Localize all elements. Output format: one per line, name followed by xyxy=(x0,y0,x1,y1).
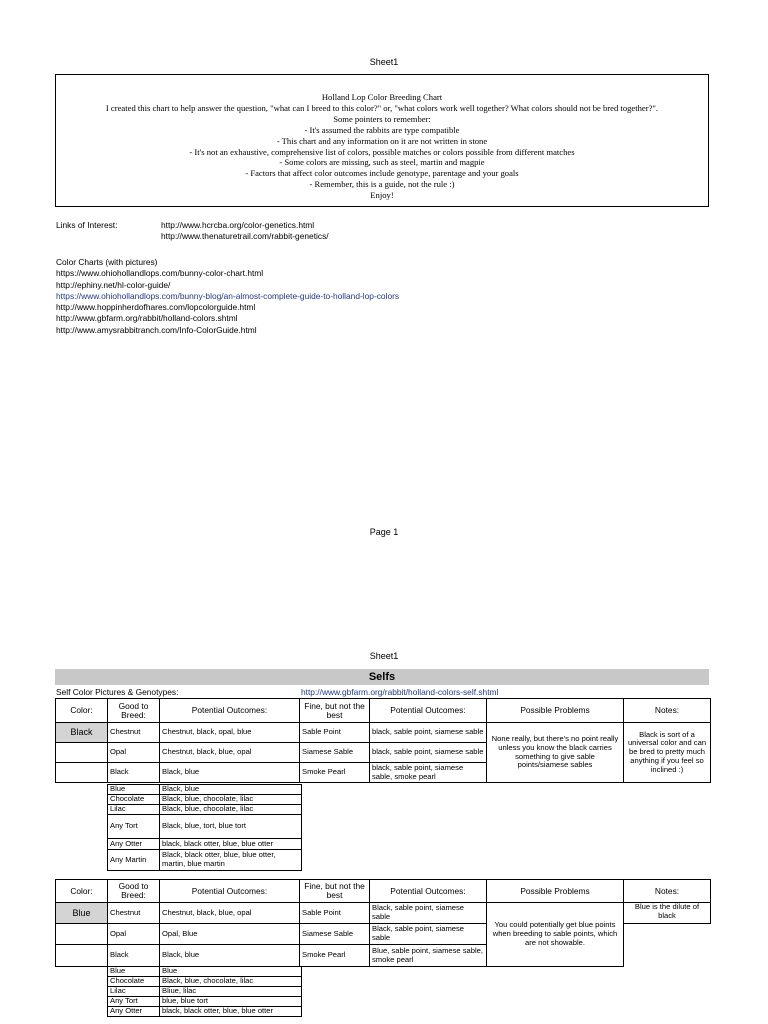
intro-line: - This chart and any information on it are not written in stone xyxy=(276,135,488,146)
table-row xyxy=(108,805,302,815)
pictures-link[interactable]: http://www.gbfarm.org/rabbit/holland-colors-self.shtml xyxy=(301,687,499,697)
table-row xyxy=(56,723,711,743)
link[interactable]: http://www.thenaturetrail.com/rabbit-genetics/ xyxy=(161,231,329,242)
outcome-cell: Chestnut, black, blue, opal xyxy=(160,903,300,924)
good-cell: Black xyxy=(108,945,160,967)
table-row xyxy=(108,839,302,850)
header-fine: Fine, but not the best xyxy=(300,699,370,723)
problems-cell: None really, but there's no point really unless you know the black carries something to give sable points/siamese sables xyxy=(487,723,624,783)
link[interactable]: http://www.hcrcba.org/color-genetics.html xyxy=(161,220,315,230)
good-cell: Any Tort xyxy=(108,997,160,1007)
header-notes: Notes: xyxy=(624,880,711,903)
color-cell: Black xyxy=(56,723,108,743)
outcome-cell: Bliue, lilac xyxy=(160,987,302,997)
outcome-cell: Blue xyxy=(160,967,302,977)
intro-line: I created this chart to help answer the question, "what can I breed to this color?" or, "what colors work well together? What colors should not be bred together?". xyxy=(105,102,659,113)
header-fine: Fine, but not the best xyxy=(300,880,370,903)
outcome-cell: Black, blue, chocolate, lilac xyxy=(160,795,302,805)
table-row xyxy=(108,967,302,977)
header-good: Good to Breed: xyxy=(108,880,160,903)
table-row xyxy=(56,903,711,924)
header-fine-outcomes: Potential Outcomes: xyxy=(370,699,487,723)
link[interactable]: http://www.amysrabbitranch.com/Info-ColorGuide.html xyxy=(56,324,257,335)
header-good: Good to Breed: xyxy=(108,699,160,723)
outcome-cell: Black, black otter, blue, blue otter, martin, blue martin xyxy=(160,850,302,871)
fine-cell: Sable Point xyxy=(300,723,370,743)
good-cell: Lilac xyxy=(108,805,160,815)
table-row xyxy=(108,1007,302,1017)
header-problems: Possible Problems xyxy=(487,880,624,903)
table-row xyxy=(108,850,302,871)
header-notes: Notes: xyxy=(624,699,711,723)
empty-cell xyxy=(56,924,108,945)
header-color: Color: xyxy=(56,699,108,723)
sheet-label: Sheet1 xyxy=(369,57,399,67)
outcome-cell: Black, blue, chocolate, lilac xyxy=(160,805,302,815)
notes-cell: Blue is the dilute of black xyxy=(624,903,711,924)
intro-line: - It's not an exhaustive, comprehensive list of colors, possible matches or colors possible from different matches xyxy=(189,146,575,157)
intro-line: - Remember, this is a guide, not the rule :) xyxy=(309,179,455,190)
link[interactable]: http://www.hoppinherdofhares.com/lopcolorguide.html xyxy=(56,302,256,313)
intro-line: - Some colors are missing, such as steel, martin and magpie xyxy=(279,157,485,168)
good-cell: Chocolate xyxy=(108,977,160,987)
good-cell: Any Otter xyxy=(108,839,160,850)
good-cell: Chestnut xyxy=(108,903,160,924)
outcome-cell: Black, blue xyxy=(160,763,300,783)
table-header-row xyxy=(56,880,711,903)
fine-cell: Smoke Pearl xyxy=(300,945,370,967)
intro-line: Some pointers to remember: xyxy=(333,113,431,124)
outcome-cell: Chestnut, black, blue, opal xyxy=(160,743,300,763)
black-extra-table xyxy=(107,784,302,871)
outcome-cell: Black, blue xyxy=(160,785,302,795)
table-row xyxy=(108,795,302,805)
color-cell: Blue xyxy=(56,903,108,924)
intro-line: - It's assumed the rabbits are type compatible xyxy=(304,124,460,135)
links-list xyxy=(161,220,329,243)
links-label: Links of Interest: xyxy=(56,220,118,230)
link[interactable]: http://ephiny.net/hl-color-guide/ xyxy=(56,279,171,290)
good-cell: Any Martin xyxy=(108,850,160,871)
empty-cell xyxy=(56,743,108,763)
fine-outcome-cell: Blue, sable point, siamese sable, smoke pearl xyxy=(370,945,487,967)
header-outcomes: Potential Outcomes: xyxy=(160,880,300,903)
outcome-cell: Opal, Blue xyxy=(160,924,300,945)
link[interactable]: http://www.gbfarm.org/rabbit/holland-colors.shtml xyxy=(56,313,238,324)
fine-cell: Smoke Pearl xyxy=(300,763,370,783)
good-cell: Chestnut xyxy=(108,723,160,743)
page-footer: Page 1 xyxy=(369,527,399,537)
header-problems: Possible Problems xyxy=(487,699,624,723)
outcome-cell: black, black otter, blue, blue otter xyxy=(160,839,302,850)
fine-cell: Siamese Sable xyxy=(300,743,370,763)
black-table xyxy=(55,698,711,783)
outcome-cell: Black, blue, chocolate, lilac xyxy=(160,977,302,987)
empty-cell xyxy=(624,924,711,967)
intro-line: Enjoy! xyxy=(370,190,394,201)
link[interactable]: https://www.ohiohollandlops.com/bunny-color-chart.html xyxy=(56,268,264,279)
fine-outcome-cell: Black, sable point, siamese sable xyxy=(370,924,487,945)
blue-table xyxy=(55,879,711,967)
notes-cell: Black is sort of a universal color and can be bred to pretty much anything if you feel so inclined :) xyxy=(624,723,711,783)
table-row xyxy=(108,977,302,987)
problems-cell: You could potentially get blue points when breeding to sable points, which are not showable. xyxy=(487,903,624,967)
blue-extra-table xyxy=(107,966,302,1017)
good-cell: Any Otter xyxy=(108,1007,160,1017)
fine-outcome-cell: black, sable point, siamese sable, smoke pearl xyxy=(370,763,487,783)
intro-title: Holland Lop Color Breeding Chart xyxy=(321,92,443,102)
table-row xyxy=(108,997,302,1007)
good-cell: Black xyxy=(108,763,160,783)
fine-cell: Siamese Sable xyxy=(300,924,370,945)
good-cell: Blue xyxy=(108,785,160,795)
good-cell: Lilac xyxy=(108,987,160,997)
table-row xyxy=(108,987,302,997)
intro-line: - Factors that affect color outcomes include genotype, parentage and your goals xyxy=(245,168,519,179)
table-row xyxy=(108,815,302,839)
fine-outcome-cell: black, sable point, siamese sable xyxy=(370,743,487,763)
fine-outcome-cell: black, sable point, siamese sable xyxy=(370,723,487,743)
outcome-cell: Chestnut, black, opal, blue xyxy=(160,723,300,743)
header-color: Color: xyxy=(56,880,108,903)
good-cell: Opal xyxy=(108,924,160,945)
link[interactable]: https://www.ohiohollandlops.com/bunny-blog/an-almost-complete-guide-to-holland-lop-colors xyxy=(56,290,400,301)
intro-box xyxy=(55,74,709,207)
fine-outcome-cell: Black, sable point, siamese sable xyxy=(370,903,487,924)
outcome-cell: Black, blue xyxy=(160,945,300,967)
table-row xyxy=(108,785,302,795)
good-cell: Any Tort xyxy=(108,815,160,839)
outcome-cell: black, black otter, blue, blue otter xyxy=(160,1007,302,1017)
good-cell: Opal xyxy=(108,743,160,763)
good-cell: Blue xyxy=(108,967,160,977)
color-charts-label: Color Charts (with pictures) xyxy=(56,257,158,267)
empty-cell xyxy=(56,763,108,783)
empty-cell xyxy=(56,945,108,967)
pictures-label: Self Color Pictures & Genotypes: xyxy=(56,687,179,697)
header-fine-outcomes: Potential Outcomes: xyxy=(370,880,487,903)
table-header-row xyxy=(56,699,711,723)
sheet-label: Sheet1 xyxy=(369,651,399,661)
color-charts xyxy=(56,257,399,336)
outcome-cell: Black, blue, tort, blue tort xyxy=(160,815,302,839)
fine-cell: Sable Point xyxy=(300,903,370,924)
section-title: Selfs xyxy=(55,669,709,685)
outcome-cell: blue, blue tort xyxy=(160,997,302,1007)
header-outcomes: Potential Outcomes: xyxy=(160,699,300,723)
good-cell: Chocolate xyxy=(108,795,160,805)
